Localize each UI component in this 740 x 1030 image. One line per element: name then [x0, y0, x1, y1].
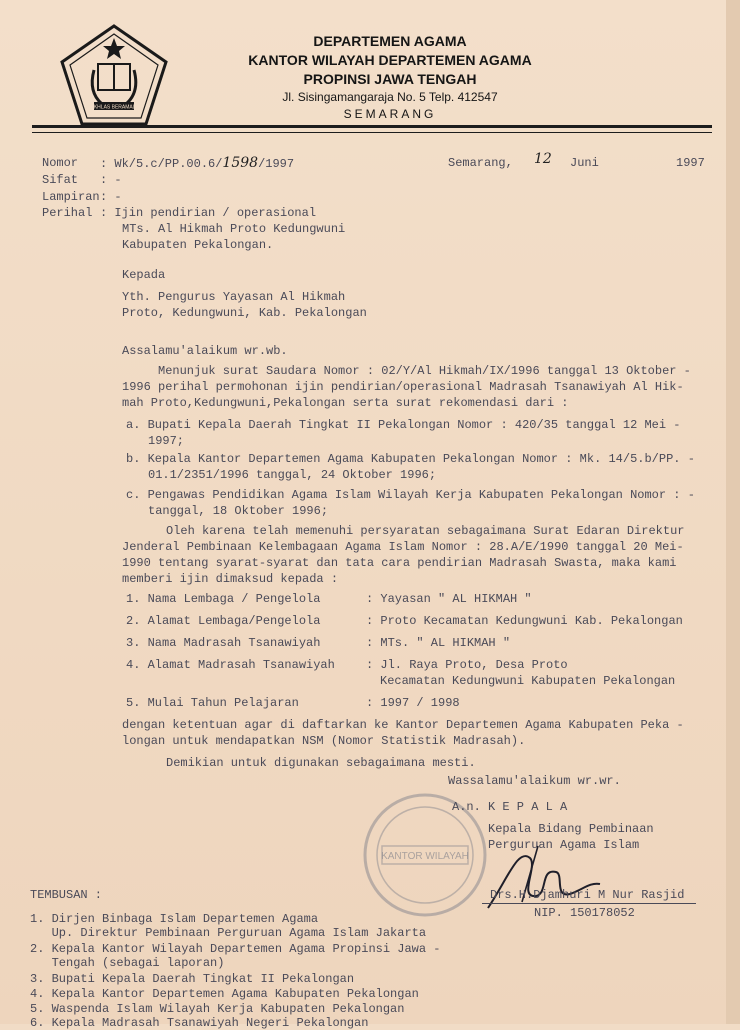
item-b-line1: b. Kepala Kantor Departemen Agama Kabupaten Pekalongan Nomor : Mk. 14/5.b/PP. - — [126, 452, 695, 466]
list-item-3-label: 3. Nama Madrasah Tsanawiyah — [126, 636, 321, 650]
nomor-handwritten: 1598 — [222, 155, 259, 171]
nomor-prefix: : Wk/5.c/PP.00.6/ — [100, 157, 223, 171]
body-p2-line4: memberi ijin dimaksud kepada : — [122, 572, 339, 586]
item-a-line1: a. Bupati Kepala Daerah Tingkat II Pekalongan Nomor : 420/35 tanggal 12 Mei - — [126, 418, 681, 432]
lampiran-value: : - — [100, 190, 122, 204]
tembusan-item-5: 5. Waspenda Islam Wilayah Kerja Kabupaten Pekalongan — [30, 1002, 405, 1016]
letterhead-rule-thick — [32, 125, 712, 128]
date-day: 12 — [534, 151, 552, 167]
body-p1-line1: Menunjuk surat Saudara Nomor : 02/Y/Al Hikmah/IX/1996 tanggal 13 Oktober - — [158, 364, 691, 378]
closing-line2: longan untuk mendapatkan NSM (Nomor Statistik Madrasah). — [122, 734, 526, 748]
kepada-label: Kepada — [122, 268, 166, 282]
lampiran-label: Lampiran — [42, 190, 100, 204]
tembusan-item-2-cont: Tengah (sebagai laporan) — [30, 956, 225, 970]
tembusan-item-4: 4. Kepala Kantor Departemen Agama Kabupaten Pekalongan — [30, 987, 419, 1001]
perihal-line3: Kabupaten Pekalongan. — [122, 238, 274, 252]
perihal-line2: MTs. Al Hikmah Proto Kedungwuni — [122, 222, 346, 236]
item-a-line2: 1997; — [148, 434, 185, 448]
item-b-line2: 01.1/2351/1996 tanggal, 24 Oktober 1996; — [148, 468, 437, 482]
closing-line1: dengan ketentuan agar di daftarkan ke Kantor Departemen Agama Kabupaten Peka - — [122, 718, 684, 732]
perihal-value: : Ijin pendirian / operasional — [100, 206, 317, 220]
body-p1-line2: 1996 perihal permohonan ijin pendirian/operasional Madrasah Tsanawiyah Al Hik- — [122, 380, 684, 394]
sifat-label: Sifat — [42, 173, 79, 187]
nomor-value — [100, 156, 294, 171]
tembusan-item-1: 1. Dirjen Binbaga Islam Departemen Agama — [30, 912, 319, 926]
list-item-4-cont: Kecamatan Kedungwuni Kabupaten Pekalongan — [380, 674, 676, 688]
letterhead-city: SEMARANG — [343, 107, 437, 121]
list-item-4-label: 4. Alamat Madrasah Tsanawiyah — [126, 658, 335, 672]
item-c-line1: c. Pengawas Pendidikan Agama Islam Wilayah Kerja Kabupaten Pekalongan Nomor : - — [126, 488, 695, 502]
body-p2-line1: Oleh karena telah memenuhi persyaratan sebagaimana Surat Edaran Direktur — [166, 524, 685, 538]
recipient-line1: Yth. Pengurus Yayasan Al Hikmah — [122, 290, 346, 304]
signature-title2: Perguruan Agama Islam — [488, 838, 640, 852]
item-c-line2: tanggal, 18 Oktober 1996; — [148, 504, 329, 518]
list-item-2-value: : Proto Kecamatan Kedungwuni Kab. Pekalongan — [366, 614, 683, 628]
logo-text: IKHLAS BERAMAL — [92, 104, 136, 111]
body-p2-line3: 1990 tentang syarat-syarat dan tata cara pendirian Madrasah Swasta, maka kami — [122, 556, 677, 570]
list-item-2-label: 2. Alamat Lembaga/Pengelola — [126, 614, 321, 628]
list-item-3-value: : MTs. " AL HIKMAH " — [366, 636, 511, 650]
signature-an: A.n. K E P A L A — [452, 800, 568, 814]
perihal-label: Perihal — [42, 206, 93, 220]
frame-edge — [726, 0, 740, 1024]
signature-title1: Kepala Bidang Pembinaan — [488, 822, 654, 836]
signatory-name: Drs.H.Djamhuri M Nur Rasjid — [490, 888, 685, 902]
tembusan-item-2: 2. Kepala Kantor Wilayah Departemen Agama Propinsi Jawa - — [30, 942, 441, 956]
body-p1-line3: mah Proto,Kedungwuni,Pekalongan serta surat rekomendasi dari : — [122, 396, 569, 410]
list-item-4-value: : Jl. Raya Proto, Desa Proto — [366, 658, 568, 672]
tembusan-item-1-cont: Up. Direktur Pembinaan Perguruan Agama Islam Jakarta — [30, 926, 427, 940]
letterhead-line3: PROPINSI JAWA TENGAH — [303, 71, 477, 87]
signature-underline — [482, 903, 696, 904]
sifat-value: : - — [100, 173, 122, 187]
tembusan-item-3: 3. Bupati Kepala Daerah Tingkat II Pekalongan — [30, 972, 355, 986]
list-item-1-label: 1. Nama Lembaga / Pengelola — [126, 592, 321, 606]
recipient-line2: Proto, Kedungwuni, Kab. Pekalongan — [122, 306, 367, 320]
date-city: Semarang, — [448, 156, 513, 170]
letterhead-rule-thin — [32, 132, 712, 133]
nomor-suffix: /1997 — [258, 157, 295, 171]
nomor-label: Nomor — [42, 156, 79, 170]
list-item-1-value: : Yayasan " AL HIKMAH " — [366, 592, 532, 606]
salam: Assalamu'alaikum wr.wb. — [122, 344, 288, 358]
letterhead-line1: DEPARTEMEN AGAMA — [313, 33, 467, 49]
tembusan-item-6: 6. Kepala Madrasah Tsanawiyah Negeri Pekalongan — [30, 1016, 369, 1030]
list-item-5-value: : 1997 / 1998 — [366, 696, 460, 710]
date-month: Juni — [570, 156, 599, 170]
demikian-line: Demikian untuk digunakan sebagaimana mesti. — [166, 756, 476, 770]
ministry-logo-icon — [58, 22, 170, 130]
letterhead-line2: KANTOR WILAYAH DEPARTEMEN AGAMA — [248, 52, 532, 68]
date-year: 1997 — [676, 156, 705, 170]
list-item-5-label: 5. Mulai Tahun Pelajaran — [126, 696, 299, 710]
tembusan-title: TEMBUSAN : — [30, 888, 103, 902]
signatory-nip: NIP. 150178052 — [534, 906, 635, 920]
letterhead-address: Jl. Sisingamangaraja No. 5 Telp. 412547 — [282, 90, 498, 104]
body-p2-line2: Jenderal Pembinaan Kelembagaan Agama Islam Nomor : 28.A/E/1990 tanggal 20 Mei- — [122, 540, 684, 554]
wassalam: Wassalamu'alaikum wr.wr. — [448, 774, 621, 788]
stamp-text: KANTOR WILAYAH — [381, 851, 469, 862]
